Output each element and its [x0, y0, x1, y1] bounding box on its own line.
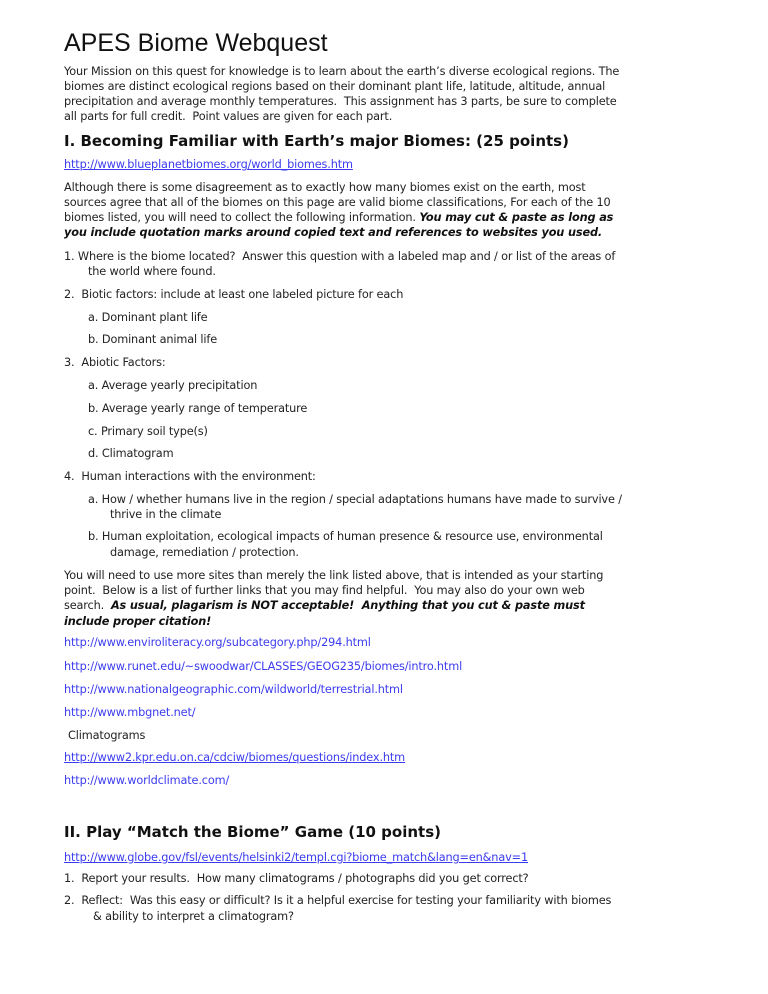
worldclimate-link[interactable]: http://www.worldclimate.com/ — [64, 774, 230, 787]
task-subitem: c. Primary soil type(s) — [88, 425, 208, 438]
nationalgeographic-link[interactable]: http://www.nationalgeographic.com/wildworld/terrestrial.html — [64, 683, 403, 696]
para-line: biomes listed, you will need to collect the following information. — [64, 211, 420, 224]
task-subitem: b. Average yearly range of temperature — [88, 402, 308, 415]
para-line: search. — [64, 599, 111, 612]
task-item: 2. Reflect: Was this easy or difficult? Is it a helpful exercise for testing your familiarity with biomes — [64, 894, 612, 907]
task-subitem: thrive in the climate — [110, 508, 222, 521]
runet-link[interactable]: http://www.runet.edu/~swoodwar/CLASSES/GEOG235/biomes/intro.html — [64, 660, 463, 673]
task-subitem: damage, remediation / protection. — [110, 546, 299, 559]
citation-note: you include quotation marks around copied text and references to websites you used. — [64, 226, 603, 239]
plagiarism-note: As usual, plagarism is NOT acceptable! Anything that you cut & paste must — [110, 599, 585, 612]
intro-line: all parts for full credit. Point values are given for each part. — [64, 110, 393, 123]
globe-game-link[interactable]: http://www.globe.gov/fsl/events/helsinki2/templ.cgi?biome_match&lang=en&nav=1 — [64, 851, 528, 864]
para-line: point. Below is a list of further links that you may find helpful. You may also do your own web — [64, 584, 585, 597]
intro-line: precipitation and average monthly temperatures. This assignment has 3 parts, be sure to complete — [64, 95, 617, 108]
task-item: 1. Report your results. How many climatograms / photographs did you get correct? — [64, 872, 529, 885]
para-line: Although there is some disagreement as to exactly how many biomes exist on the earth, most — [64, 181, 586, 194]
task-subitem: d. Climatogram — [88, 447, 174, 460]
task-subitem: b. Dominant animal life — [88, 333, 218, 346]
task-subitem: a. Dominant plant life — [88, 311, 208, 324]
para-line: You will need to use more sites than merely the link listed above, that is intended as your starting — [64, 569, 604, 582]
blueplanetbiomes-link[interactable]: http://www.blueplanetbiomes.org/world_biomes.htm — [64, 158, 353, 171]
part2-heading: II. Play “Match the Biome” Game (10 points) — [64, 823, 441, 841]
intro-line: Your Mission on this quest for knowledge is to learn about the earth’s diverse ecological regions. The — [64, 65, 620, 78]
task-item: the world where found. — [88, 265, 216, 278]
kpr-climatogram-link[interactable]: http://www2.kpr.edu.on.ca/cdciw/biomes/questions/index.htm — [64, 751, 406, 764]
task-subitem: a. How / whether humans live in the region / special adaptations humans have made to survive / — [88, 493, 622, 506]
para-line: sources agree that all of the biomes on this page are valid biome classifications, For each of the 10 — [64, 196, 611, 209]
task-item: 1. Where is the biome located? Answer this question with a labeled map and / or list of the areas of — [64, 250, 616, 263]
mbgnet-link[interactable]: http://www.mbgnet.net/ — [64, 706, 196, 719]
task-subitem: a. Average yearly precipitation — [88, 379, 258, 392]
climatograms-label: Climatograms — [68, 729, 146, 742]
citation-note: You may cut & paste as long as — [419, 211, 614, 224]
page-title: APES Biome Webquest — [64, 29, 328, 57]
task-item: 3. Abiotic Factors: — [64, 356, 166, 369]
task-subitem: b. Human exploitation, ecological impacts of human presence & resource use, environmental — [88, 530, 603, 543]
enviroliteracy-link[interactable]: http://www.enviroliteracy.org/subcategory.php/294.html — [64, 636, 371, 649]
task-item: & ability to interpret a climatogram? — [93, 910, 294, 923]
part1-heading: I. Becoming Familiar with Earth’s major Biomes: (25 points) — [64, 132, 569, 150]
intro-line: biomes are distinct ecological regions based on their dominant plant life, latitude, altitude, annual — [64, 80, 606, 93]
plagiarism-note: include proper citation! — [64, 615, 212, 628]
task-item: 4. Human interactions with the environment: — [64, 470, 316, 483]
task-item: 2. Biotic factors: include at least one labeled picture for each — [64, 288, 404, 301]
